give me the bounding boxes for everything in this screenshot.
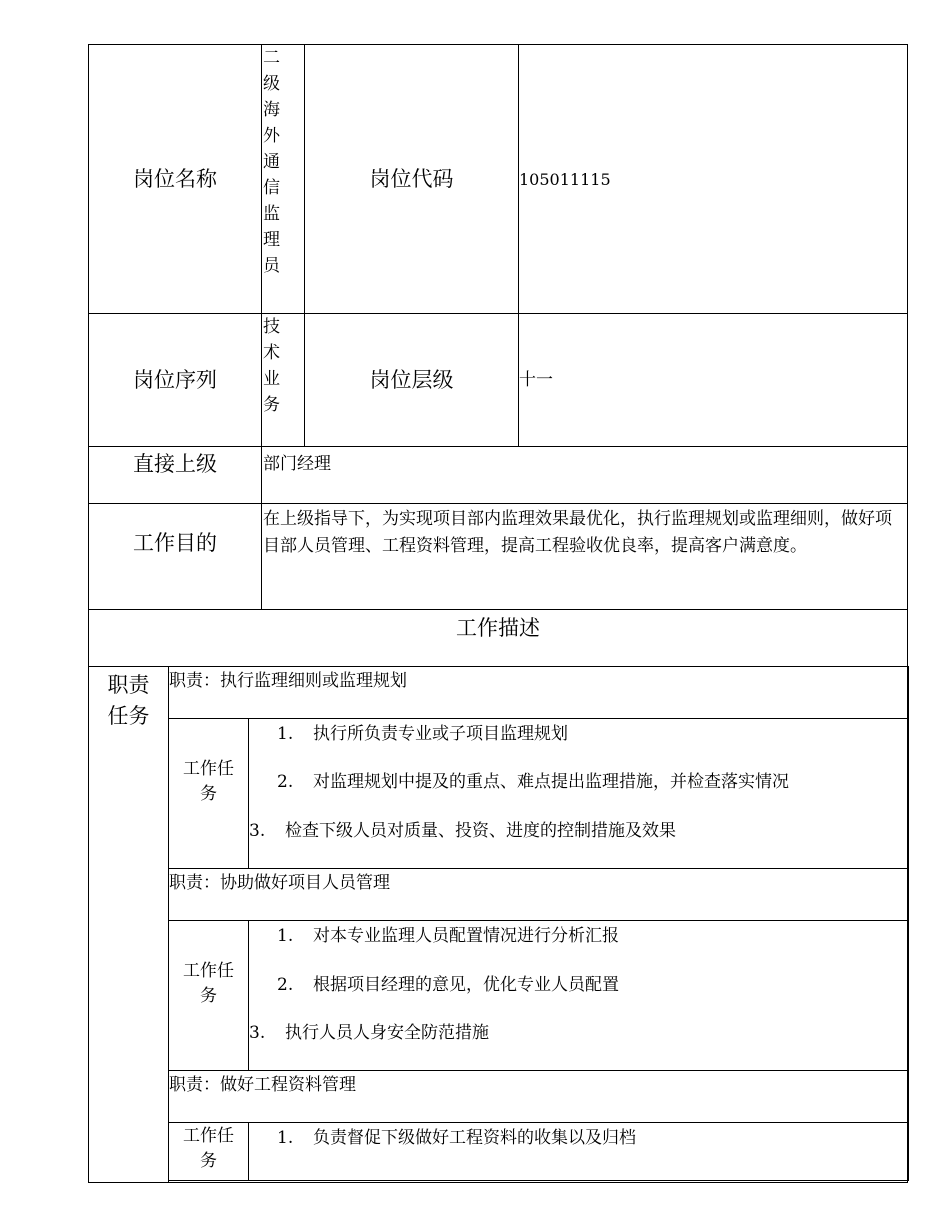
position-name-value: 二 级 海 外 通 信 监 理 员 [262,45,305,314]
position-seq-label: 岗位序列 [89,314,262,447]
purpose-value: 在上级指导下，为实现项目部内监理效果最优化，执行监理规划或监理细则，做好项目部人员管理、工程资料管理，提高工程验收优良率，提高客户满意度。 [262,504,908,610]
position-code-value: 105011115 [519,45,908,314]
position-seq-value: 技 术 业 务 [262,314,305,447]
job-description-table [88,44,908,1183]
purpose-label: 工作目的 [89,504,262,610]
list-item: 3. 执行人员人身安全防范措施 [249,1023,489,1043]
supervisor-label: 直接上级 [89,447,262,504]
duty-2-title: 职责：协助做好项目人员管理 [169,869,909,921]
duty-2-task-label: 工作任务 [169,921,249,1071]
supervisor-value: 部门经理 [262,447,908,504]
position-level-value: 十一 [519,314,908,447]
list-item: 2. 对监理规划中提及的重点、难点提出监理措施，并检查落实情况 [277,772,789,792]
position-name-label: 岗位名称 [89,45,262,314]
duty-3-tasks [249,1123,909,1181]
duty-3-title: 职责：做好工程资料管理 [169,1071,909,1123]
list-item: 1. 执行所负责专业或子项目监理规划 [277,724,568,744]
duty-1-tasks [249,719,909,869]
responsibility-side-label: 职责 任务 [89,667,169,1183]
work-description-title: 工作描述 [89,610,908,667]
duty-3-task-label: 工作任务 [169,1123,249,1181]
duty-1-title: 职责：执行监理细则或监理规划 [169,667,909,719]
list-item: 2. 根据项目经理的意见，优化专业人员配置 [277,975,619,995]
responsibilities-container [169,667,908,1183]
job-description-document [88,44,907,1182]
list-item: 1. 负责督促下级做好工程资料的收集以及归档 [277,1128,636,1148]
duty-2-tasks [249,921,909,1071]
position-code-label: 岗位代码 [305,45,519,314]
responsibilities-table [168,666,909,1181]
list-item: 1. 对本专业监理人员配置情况进行分析汇报 [277,926,619,946]
duty-1-task-label: 工作任务 [169,719,249,869]
list-item: 3. 检查下级人员对质量、投资、进度的控制措施及效果 [249,821,676,841]
position-level-label: 岗位层级 [305,314,519,447]
